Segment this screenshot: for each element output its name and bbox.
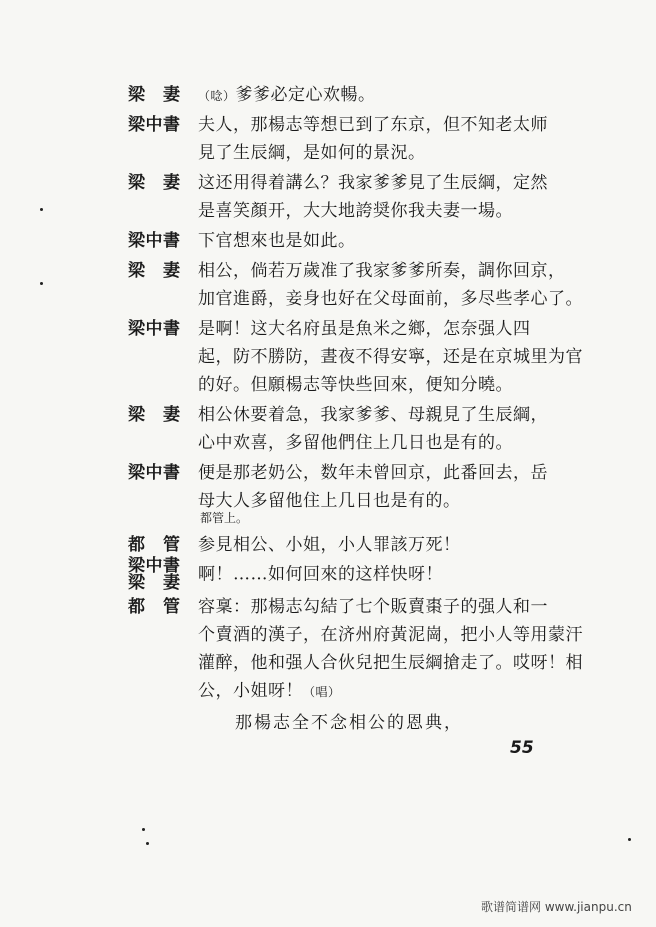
stage-note: （唸） [198,89,236,103]
speaker: 梁中書 [128,319,181,339]
dialogue-continuation: 心中欢喜，多留他們住上几日也是有的。 [198,433,513,453]
verse-line: 那楊志全不念相公的恩典， [235,713,463,733]
speaker: 梁 妻 [128,85,181,105]
watermark: 歌谱简谱网 www.jianpu.cn [481,900,632,914]
speaker: 梁中書 [128,231,181,251]
speaker: 梁中書 [128,115,181,135]
dialogue-text: 容稟：那楊志勾結了七个販賣棗子的强人和一 [198,597,548,617]
dialogue-continuation: 母大人多留他住上几日也是有的。 [198,491,461,511]
dialogue-text: 是啊！这大名府虽是魚米之鄉，怎奈强人四 [198,319,531,339]
speaker: 梁中書 [128,463,181,483]
dialogue-continuation: 灌醉，他和强人合伙兒把生辰綱搶走了。哎呀！相 [198,653,583,673]
dialogue-text: 相公，倘若万歲准了我家爹爹所奏，調你回京， [198,261,566,281]
scan-speck [628,838,631,841]
dialogue-text: 便是那老奶公，数年未曾回京，此番回去，岳 [198,463,548,483]
scan-speck [40,282,43,285]
dialogue-text: 这还用得着講么？我家爹爹見了生辰綱，定然 [198,173,548,193]
joint-speakers [128,558,198,592]
dialogue-continuation: 起，防不勝防，晝夜不得安寧，还是在京城里为官 [198,347,583,367]
scan-speck [146,842,149,845]
dialogue-continuation: 加官進爵，妾身也好在父母面前，多尽些孝心了。 [198,289,583,309]
stage-direction: 都管上。 [200,511,249,525]
speaker: 梁 妻 [128,173,181,193]
dialogue-continuation: 是喜笑顏开，大大地誇奨你我夫妻一場。 [198,201,513,221]
dialogue-line [128,460,548,486]
dialogue-text: 公，小姐呀！ [198,681,303,701]
speaker: 梁 妻 [128,573,181,593]
dialogue-text: 相公休要着急，我家爹爹、母親見了生辰綱， [198,405,548,425]
page-number: 55 [510,738,534,758]
speaker: 梁 妻 [128,261,181,281]
dialogue-line [128,112,548,138]
stage-note: （唱） [303,685,341,699]
dialogue-line [128,594,548,620]
dialogue-continuation: 的好。但願楊志等快些回來，便知分曉。 [198,375,513,395]
dialogue-line [128,170,548,196]
dialogue-line-joint [128,558,443,592]
dialogue-text: 参見相公、小姐，小人罪該万死！ [198,535,461,555]
speaker: 都 管 [128,535,181,555]
dialogue-text: 下官想來也是如此。 [198,231,356,251]
speaker: 梁 妻 [128,405,181,425]
dialogue-text: 爹爹必定心欢暢。 [235,85,376,105]
dialogue-text: 夫人，那楊志等想已到了东京，但不知老太师 [198,115,548,135]
dialogue-text: 啊！……如何回來的这样快呀！ [198,564,443,585]
dialogue-line [128,228,356,254]
dialogue-line [128,316,531,342]
dialogue-continuation [198,678,341,705]
dialogue-line [128,532,461,558]
dialogue-continuation: 見了生辰綱，是如何的景況。 [198,143,426,163]
dialogue-line [128,258,566,284]
scan-speck [40,208,43,211]
dialogue-line [128,82,376,109]
dialogue-line [128,402,548,428]
dialogue-continuation: 个賣酒的漢子，在济州府黃泥崗，把小人等用蒙汗 [198,625,583,645]
scan-speck [142,828,145,831]
speaker: 梁中書 [128,556,181,576]
speaker: 都 管 [128,597,181,617]
